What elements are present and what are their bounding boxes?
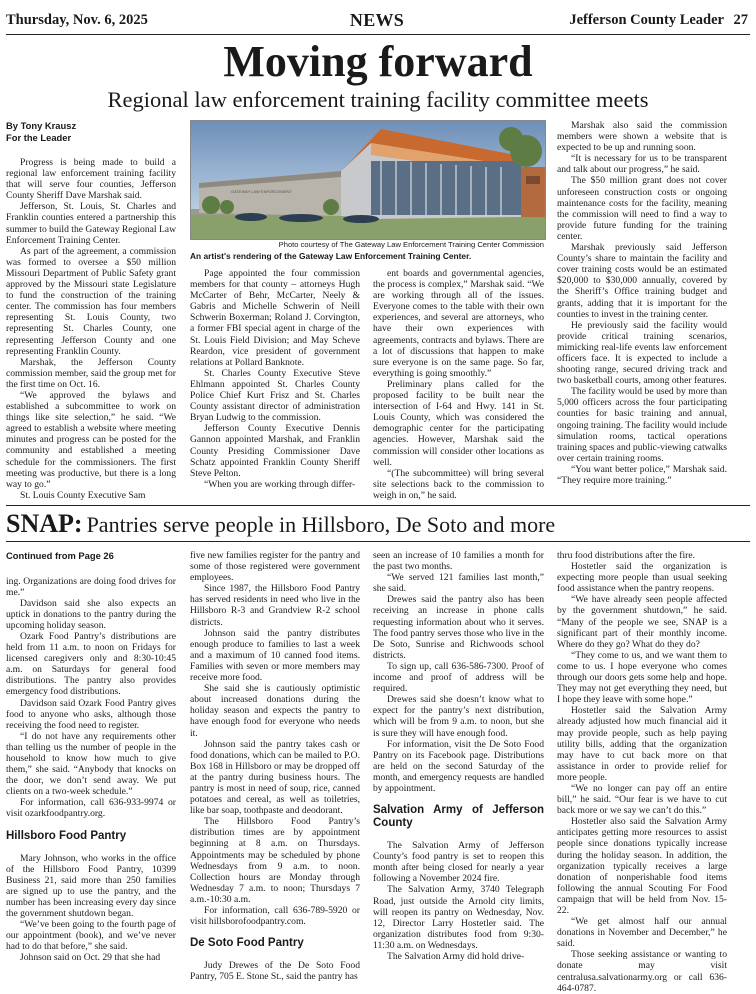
paragraph: St. Louis County Executive Sam [20, 489, 146, 501]
paragraph: St. Charles County Executive Steve Ehlmann appointed St. Charles County Police Chief Kurt Frisz and St. Charles County assistant director of administration Bryan Ludwig to the commission. [190, 367, 360, 424]
paragraph: For information, visit the De Soto Food Pantry on its Facebook page. Distributions are held on the second Saturday of the month, and emergency requests are handled by appointment. [373, 738, 544, 794]
story1-column-2 [190, 268, 360, 490]
paragraph: “We have already seen people affected by the government shutdown,” he said. “Many of the people we see, SNAP is a significant part of their monthly income. Where do they go? What do they do? [557, 594, 727, 650]
paragraph: The facility would be used by more than 5,000 officers across the four participating counties for basic training and annual, ongoing training. The facility would include simulation rooms, tactical operations training spaces and public-viewing catwalks over certain training rooms. [557, 386, 727, 464]
building-sign: GATEWAY LAW ENFORCEMENT [231, 189, 292, 194]
story1-column-4 [557, 120, 727, 486]
building-illustration [191, 121, 545, 239]
paragraph: “We’ve been going to the fourth page of our appointment (book), and we’ve never had to do that before,” she said. [6, 919, 176, 953]
story-divider-top [6, 505, 750, 506]
paragraph: The Hillsboro Food Pantry’s distribution times are by appointment beginning at 8 a.m. on Thursdays. Appointments may be scheduled by phone Wednesdays from 9 a.m. to noon. Collection hours are Monday through Wednesday 7 a.m. to noon; Thursdays 7 a.m.-10:30 a.m. [190, 816, 360, 905]
paragraph: “They come to us, and we want them to come to us. I hope everyone who comes through our doors gets some help and hope. They may not get everything they need, but I hope they leave with some hope.” [557, 649, 727, 706]
paragraph: “We no longer can pay off an entire bill,” he said. “Our fear is we have to cut back more or we say we can’t do this.” [557, 782, 727, 817]
subhead-hillsboro: Hillsboro Food Pantry [6, 829, 127, 842]
story2-col1-text-b [6, 853, 176, 964]
story-divider-bottom [6, 541, 750, 542]
story2-col3-text-b [373, 840, 544, 962]
paragraph: Mary Johnson, who works in the office of the Hillsboro Food Pantry, 10399 Business 21, said more than 250 families are signed up to use the pantry, and the number has been increasing every day since the government shutdown began. [6, 852, 176, 920]
paragraph: five new families register for the pantry and some of those registered were government employees. [190, 550, 360, 584]
paragraph: “We approved the bylaws and established a subcommittee to work on things like site selection,” he said. “We agreed to establish a website where meeting minutes and progress can be posted for the community and established a meeting schedule for the commissioners. The first meeting was productive, but there is a long way to go.” [6, 389, 176, 490]
story2-headline [6, 509, 750, 539]
page-number: 27 [733, 12, 748, 28]
paragraph: “We served 121 families last month,” she said. [373, 572, 544, 595]
paragraph: “(The subcommittee) will bring several site selections back to the commission to weigh in on,” he said. [373, 467, 544, 501]
paragraph: She said she is cautiously optimistic about increased donations during the holiday season and expects the pantry to have enough food for everyone who needs it. [190, 683, 360, 739]
paragraph: To sign up, call 636-586-7300. Proof of income and proof of address will be required. [373, 660, 544, 695]
page-header [6, 10, 748, 32]
paragraph: ent boards and governmental agencies, the process is complex,” Marshak said. “We are working through all of the issues. Everyone comes to the table with their own experiences, and several are attorneys, who have their own experiences with agreements, contracts and bylaws. There are a lot of discussions that happen to make sure everyone is on the same page. So far, everything is going smoothly.” [373, 268, 544, 379]
paragraph: thru food distributions after the fire. [557, 550, 696, 561]
paragraph: “When you are working through differ- [204, 478, 356, 490]
byline-org: For the Leader [6, 131, 72, 143]
story2-col4-text [557, 550, 727, 994]
story1-column-1 [6, 120, 176, 501]
byline-author: By Tony Krausz [6, 120, 77, 131]
paragraph: “You want better police,” Marshak said. “They require more training.” [557, 463, 727, 486]
story2-column-3 [373, 550, 544, 962]
paragraph: “It is necessary for us to be transparent and talk about our progress,” he said. [557, 153, 727, 176]
subhead-desoto: De Soto Food Pantry [190, 937, 304, 950]
paragraph: Jefferson County Executive Dennis Gannon appointed Marshak, and Franklin County Presiding Commissioner Dave Schatz appointed Franklin County Sheriff Steve Pelton. [190, 423, 360, 479]
paragraph: For information, call 636-933-9974 or visit ozarkfoodpantry.org. [6, 797, 176, 820]
paragraph: Ozark Food Pantry’s distributions are held from 11 a.m. to noon on Fridays for licensed caregivers only and 8:30-10:45 a.m. on Saturdays for general food distributions. The pantry also provides emergency food distributions. [6, 630, 176, 698]
paragraph: “We get almost half our annual donations in November and December,” he said. [557, 916, 727, 950]
paragraph: Drewes said the pantry also has been receiving an increase in phone calls requesting information about who it serves. The food pantry serves those who live in the De Soto, Sunrise and Richwoods school districts. [373, 594, 544, 661]
paragraph: For information, call 636-789-5920 or visit hillsborofoodpantry.com. [190, 905, 360, 928]
paragraph: Those seeking assistance or wanting to donate may visit centralusa.salvationarmy.org or call 636-464-0787. [557, 949, 727, 994]
photo-credit: Photo courtesy of The Gateway Law Enforcement Training Center Commission [278, 240, 544, 249]
story1-col3-text [373, 268, 544, 501]
story1-column-3 [373, 268, 544, 501]
story2-col2-text-a [190, 550, 360, 927]
story1-col2-text [190, 268, 360, 490]
paragraph: Drewes said she doesn’t know what to expect for the pantry’s next distribution, which will be from 9 a.m. to noon, but she is sure they will have enough food. [373, 694, 544, 739]
section-name: NEWS [349, 10, 405, 30]
story2-col2-text-b [190, 960, 360, 982]
story2-col3-text-a [373, 550, 544, 794]
story1-headline: Moving forward [223, 37, 533, 86]
story2-col1-text-a [6, 576, 176, 820]
paragraph: Hostetler said the Salvation Army already adjusted how much financial aid it may provide people, such as help paying utility bills, adding that the organization may have to cut back more on that assistance in order to provide relief for more people. [557, 705, 727, 783]
issue-date: Thursday, Nov. 6, 2025 [6, 12, 148, 28]
paragraph: Hostetler also said the Salvation Army anticipates getting more resources to assist people since donations typically increase during the holiday season. In addition, the organization typically receives a large donation of nonperishable food items following the annual Scouting For Food campaign that will be held from Nov. 15-22. [557, 816, 727, 916]
story2-column-2 [190, 550, 360, 982]
header-rule [6, 34, 750, 35]
story1-col4-text [557, 120, 727, 486]
story2-headline-rest: Pantries serve people in Hillsboro, De Soto and more [86, 512, 556, 537]
subhead-salvation-army: Salvation Army of Jefferson County [373, 804, 544, 830]
story2-column-1 [6, 550, 176, 964]
paragraph: The Salvation Army, 3740 Telegraph Road, just outside the Arnold city limits, will reopen its pantry on Wednesday, Nov. 12, Director Larry Hostetler said. The organization distributes food from 9:30-11:30 a.m. on Wednesdays. [373, 884, 544, 951]
byline [6, 120, 176, 143]
paragraph: Preliminary plans called for the proposed facility to be built near the intersection of I-64 and Hwy. 141 in St. Louis County, which was considered the demographic center for the participating agencies. However, Marshak said the commission will consider other locations as well. [373, 378, 544, 468]
story1-subhead: Regional law enforcement training facility committee meets [107, 87, 649, 112]
paper-name: Jefferson County Leader [569, 12, 724, 28]
paragraph: “I do not have any requirements other than telling us the number of people in the household to know how much to give them,” she said. “Anybody that knocks on the door, we don’t send away. We put clients on a two-week schedule.” [6, 730, 176, 798]
story2-column-4 [557, 550, 727, 994]
paragraph: ing. Organizations are doing food drives for me.” [6, 575, 176, 598]
paragraph: Davidson said Ozark Food Pantry gives food to anyone who asks, although those receiving the food need to register. [6, 697, 176, 731]
paragraph: Jefferson, St. Louis, St. Charles and Franklin counties entered a partnership this summer to build the Gateway Regional Law Enforcement Training Center. [6, 201, 176, 246]
paragraph: Marshak also said the commission members were shown a website that is expected to be up and running soon. [557, 120, 727, 154]
training-center-rendering [190, 120, 546, 240]
paragraph: Since 1987, the Hillsboro Food Pantry has served residents in need who live in the Hillsboro R-3 and Grandview R-2 school districts. [190, 583, 360, 628]
paragraph: Page appointed the four commission members for that county – attorneys Hugh McCarter of Behr, McCarter, Neely & Gabris and Michelle Schwerin of Neill Schwerin Boxerman; Roland J. Corvington, a former FBI special agent in charge of the St. Louis Field Division; and May Scheve Reardon, vice president of government relations at Pollard Banknote. [190, 268, 360, 368]
story1-col1-text [6, 157, 176, 501]
paragraph: The Salvation Army of Jefferson County’s food pantry is set to reopen this month after being closed for nearly a year following a November 2024 fire. [373, 840, 544, 885]
paragraph: Marshak, the Jefferson County commission member, said the group met for the first time on Oct. 16. [6, 356, 176, 390]
paragraph: Marshak previously said Jefferson County’s share to maintain the facility and cover training costs would be an estimated $20,000 to $30,000 annually, covered by the Sheriff’s Office training budget and grants, adding that it is important for the counties to invest in the training center. [557, 242, 727, 320]
paragraph: Johnson said on Oct. 29 that she had [20, 952, 161, 964]
continued-note: Continued from Page 26 [6, 550, 114, 561]
story2-headline-lead: SNAP: [6, 509, 83, 538]
paragraph: The $50 million grant does not cover unforeseen construction costs or ongoing maintenance costs for the facility, meaning the commission will need to find a way to provide future funding for the training center. [557, 175, 727, 242]
paragraph: Davidson said she also expects an uptick in donations to the pantry during the upcoming holiday season. [6, 597, 176, 631]
paragraph: Hostetler said the organization is expecting more people than usual seeking food assistance when the pantry reopens. [557, 561, 727, 595]
paragraph: He previously said the facility would provide critical training scenarios, mimicking real-life events law enforcement officers face. It is expected to include a shooting range, secured driving track and two basketball courts, among other features. [557, 319, 727, 387]
photo-caption: An artist's rendering of the Gateway Law Enforcement Training Center. [190, 251, 472, 261]
paragraph: Progress is being made to build a regional law enforcement training facility that will serve four counties, Jefferson County Sheriff Dave Marshak said. [6, 157, 176, 202]
paragraph: As part of the agreement, a commission was formed to oversee a $50 million Missouri Department of Public Safety grant approved by the Missouri state Legislature to fund the construction of the training center. The commission has four members representing St. Louis County, two representing St. Charles County, one representing Jefferson County and one representing Franklin County. [6, 245, 176, 357]
paragraph: The Salvation Army did hold drive- [387, 951, 525, 962]
paragraph: Johnson said the pantry takes cash or food donations, which can be mailed to P.O. Box 168 in Hillsboro or may be dropped off at the pantry during business hours. The pantry is most in need of soup, rice, canned potatoes and cereal, as well as toiletries, like bar soap, toothpaste and deodorant. [190, 738, 360, 817]
paragraph: seen an increase of 10 families a month for the past two months. [373, 550, 544, 573]
paragraph: Johnson said the pantry distributes enough produce to families to last a week and a maximum of 10 canned food items. Families with seven or more members may receive more food. [190, 627, 360, 684]
paragraph: Judy Drewes of the De Soto Food Pantry, 705 E. Stone St., said the pantry has [190, 960, 360, 983]
